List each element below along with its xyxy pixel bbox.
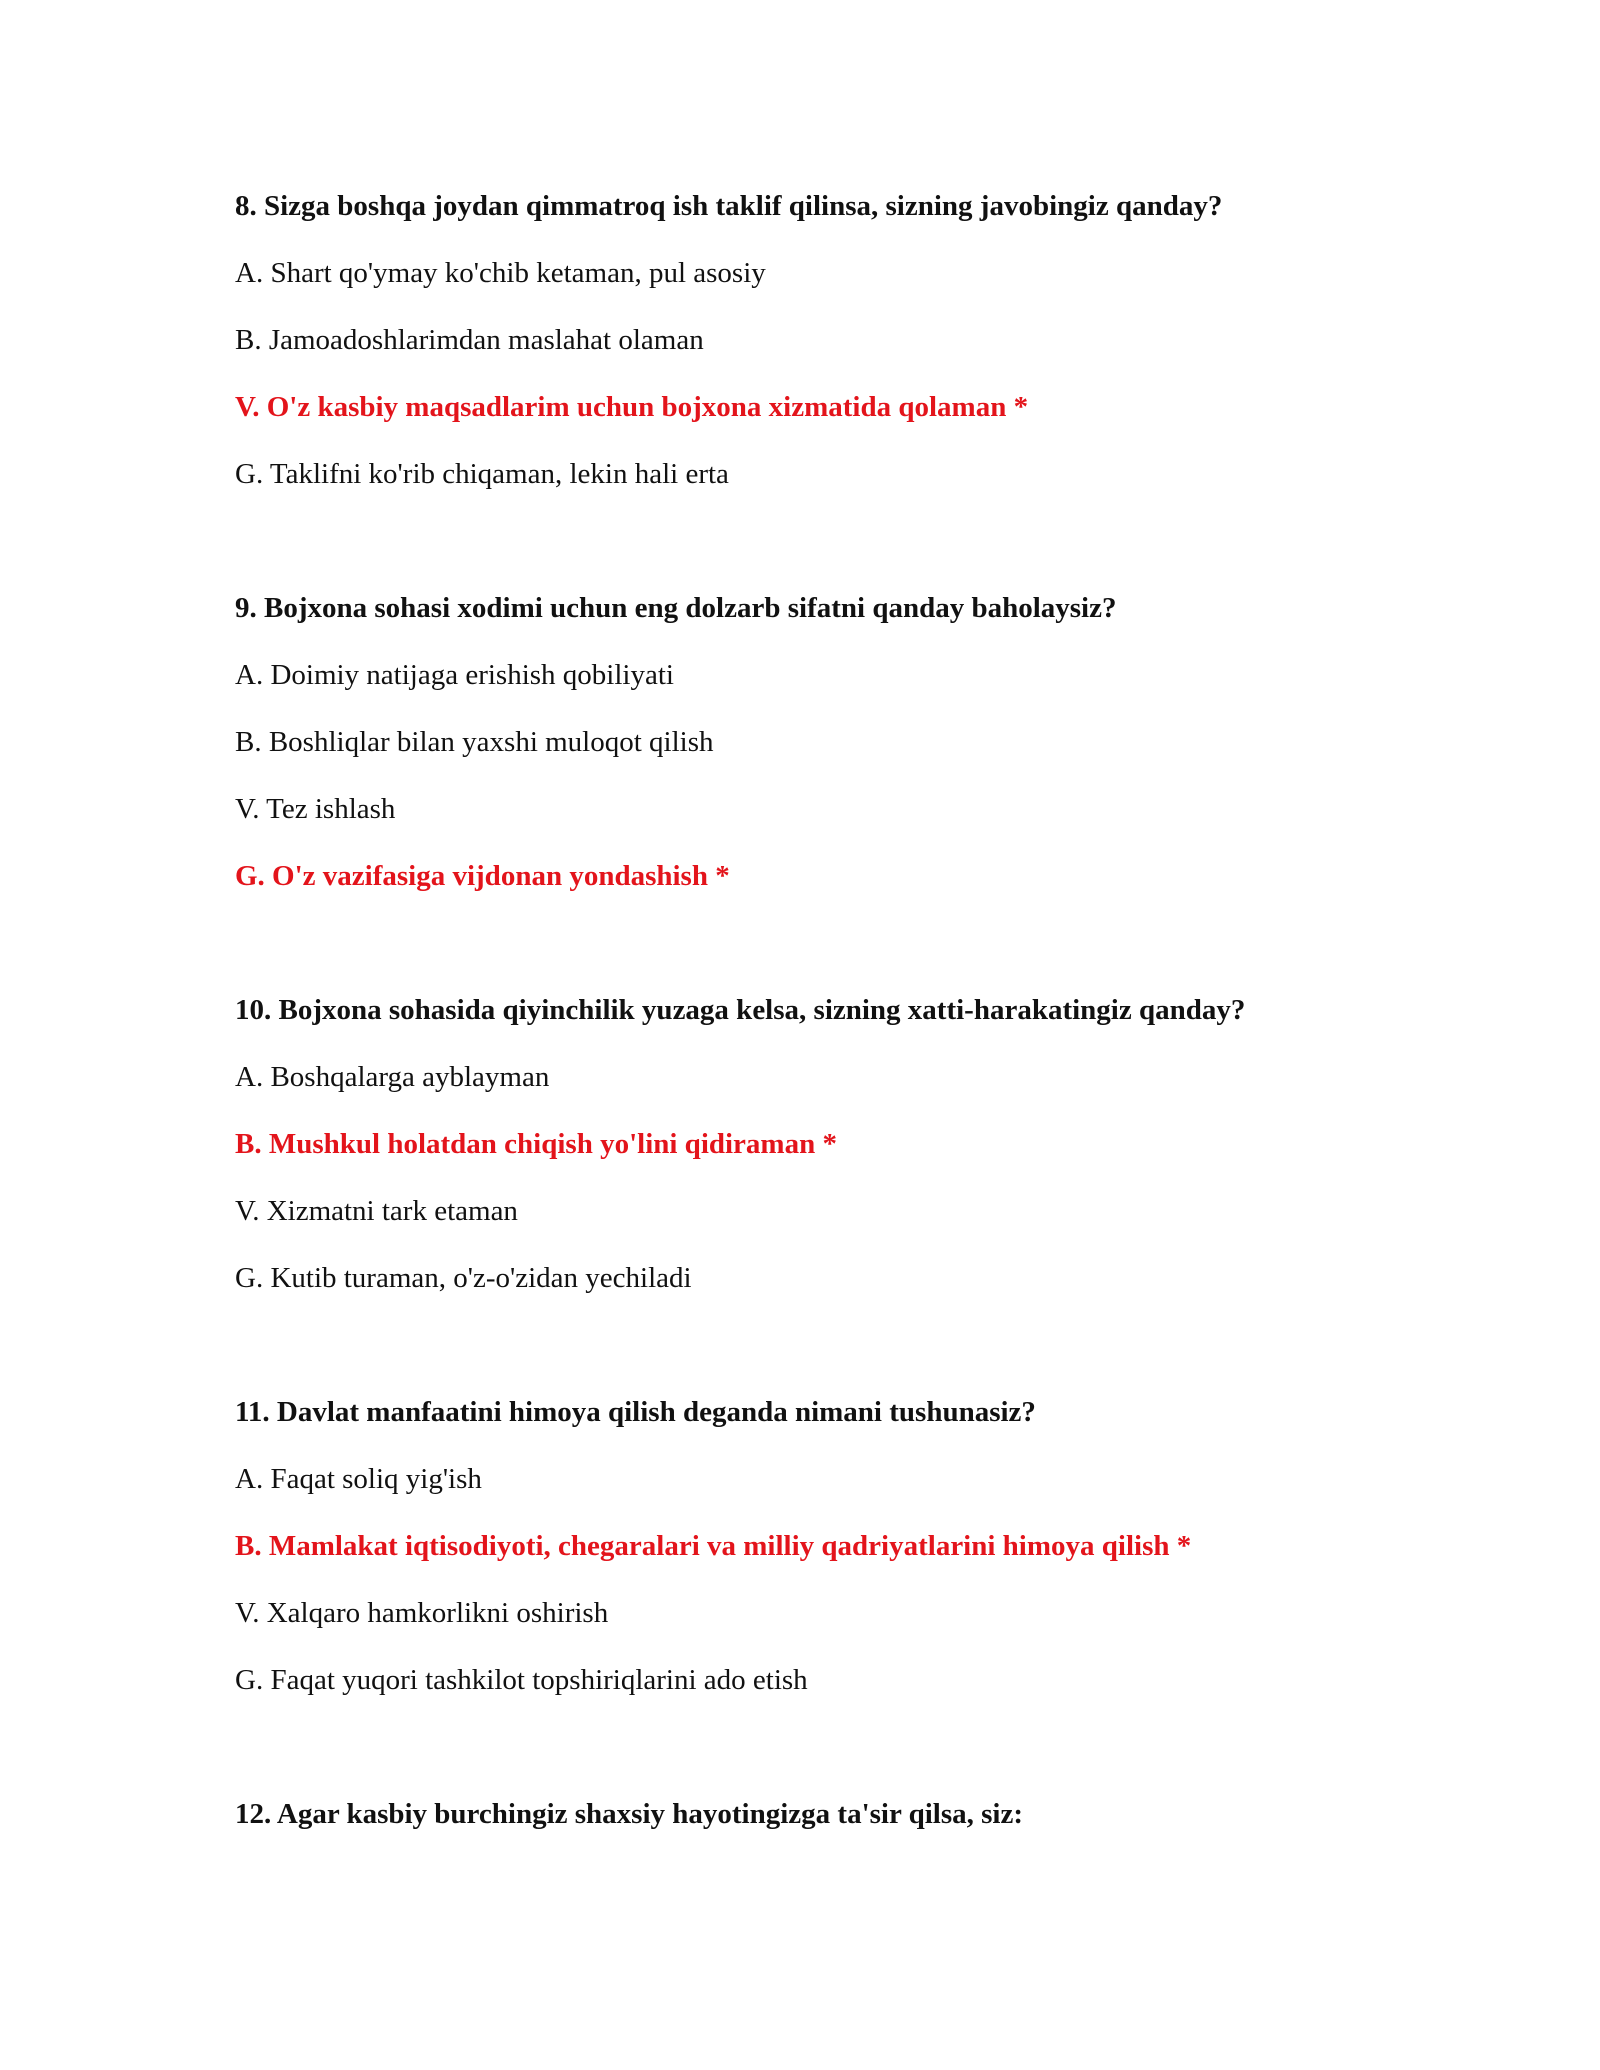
answer-option: G. Taklifni ko'rib chiqaman, lekin hali erta [235,458,729,490]
question-text: 11. Davlat manfaatini himoya qilish deganda nimani tushunasiz? [235,1396,1036,1428]
answer-option: B. Jamoadoshlarimdan maslahat olaman [235,324,704,356]
correct-answer-option: V. O'z kasbiy maqsadlarim uchun bojxona xizmatida qolaman * [235,391,1029,423]
answer-option: B. Boshliqlar bilan yaxshi muloqot qilish [235,726,714,758]
correct-answer-option: G. O'z vazifasiga vijdonan yondashish * [235,860,730,892]
correct-answer-option: B. Mushkul holatdan chiqish yo'lini qidiraman * [235,1128,837,1160]
correct-answer-option: B. Mamlakat iqtisodiyoti, chegaralari va milliy qadriyatlarini himoya qilish * [235,1530,1192,1562]
answer-option: V. Tez ishlash [235,793,396,825]
question-text: 9. Bojxona sohasi xodimi uchun eng dolzarb sifatni qanday baholaysiz? [235,592,1117,624]
answer-option: V. Xalqaro hamkorlikni oshirish [235,1597,609,1629]
answer-option: A. Faqat soliq yig'ish [235,1463,482,1495]
answer-option: G. Faqat yuqori tashkilot topshiriqlarini ado etish [235,1664,808,1696]
answer-option: V. Xizmatni tark etaman [235,1195,518,1227]
question-text: 8. Sizga boshqa joydan qimmatroq ish taklif qilinsa, sizning javobingiz qanday? [235,190,1223,222]
question-text: 10. Bojxona sohasida qiyinchilik yuzaga kelsa, sizning xatti-harakatingiz qanday? [235,994,1246,1026]
answer-option: A. Boshqalarga ayblayman [235,1061,550,1093]
answer-option: A. Doimiy natijaga erishish qobiliyati [235,659,674,691]
answer-option: G. Kutib turaman, o'z-o'zidan yechiladi [235,1262,692,1294]
question-text: 12. Agar kasbiy burchingiz shaxsiy hayotingizga ta'sir qilsa, siz: [235,1798,1023,1830]
answer-option: A. Shart qo'ymay ko'chib ketaman, pul asosiy [235,257,766,289]
